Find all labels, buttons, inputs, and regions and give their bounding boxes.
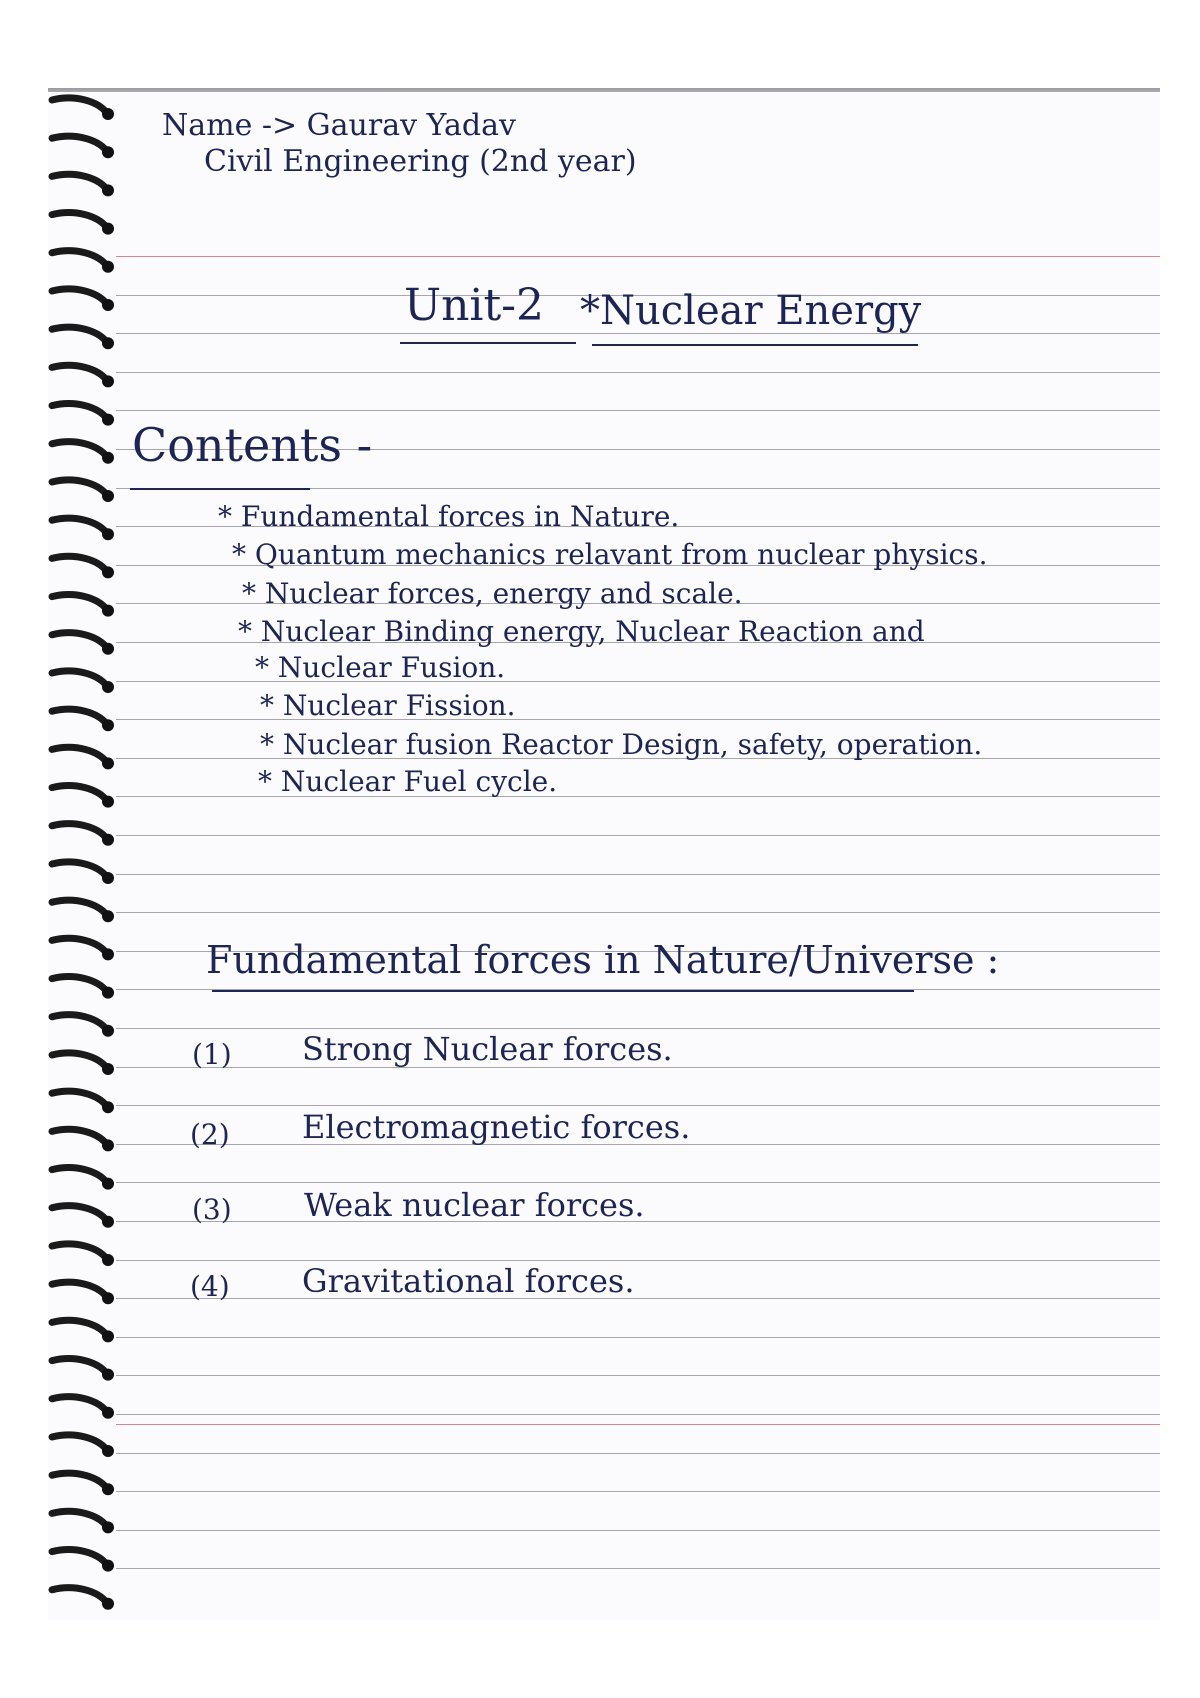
punch-hole — [102, 1598, 114, 1610]
spiral-coil — [52, 174, 106, 188]
spiral-coil — [52, 1053, 106, 1067]
ruled-line — [116, 256, 1160, 257]
punch-hole — [102, 1254, 114, 1266]
topic-title-underline — [592, 344, 918, 346]
force-item: Gravitational forces. — [302, 1262, 635, 1300]
contents-item: * Nuclear Fusion. — [255, 651, 506, 684]
spiral-coil — [52, 289, 106, 303]
punch-hole — [102, 1483, 114, 1495]
unit-title: Unit-2 — [404, 280, 545, 331]
ruled-line — [116, 372, 1160, 373]
force-number: (1) — [192, 1038, 232, 1071]
punch-hole — [102, 1178, 114, 1190]
contents-item: * Nuclear fusion Reactor Design, safety, operation. — [260, 728, 983, 761]
ruled-line — [116, 1568, 1160, 1569]
ruled-line — [116, 1260, 1160, 1261]
ruled-line — [116, 1375, 1160, 1376]
punch-hole — [102, 337, 114, 349]
punch-hole — [102, 1063, 114, 1075]
spiral-coil — [52, 213, 106, 227]
spiral-coil — [52, 709, 106, 723]
punch-hole — [102, 146, 114, 158]
force-item: Electromagnetic forces. — [302, 1108, 691, 1146]
force-item: Strong Nuclear forces. — [302, 1030, 673, 1068]
spiral-coil — [52, 327, 106, 341]
spiral-coil — [52, 900, 106, 914]
contents-item: * Nuclear Binding energy, Nuclear Reaction and — [238, 615, 925, 648]
spiral-coil — [52, 595, 106, 609]
spiral-coil — [52, 1550, 106, 1564]
spiral-coil — [52, 136, 106, 150]
spiral-coil — [52, 1320, 106, 1334]
spiral-coil — [52, 862, 106, 876]
spiral-coil — [52, 1359, 106, 1373]
ruled-line — [116, 1105, 1160, 1106]
punch-hole — [102, 643, 114, 655]
spiral-coil — [52, 1206, 106, 1220]
spiral-coil — [52, 1397, 106, 1411]
punch-hole — [102, 987, 114, 999]
punch-hole — [102, 566, 114, 578]
spiral-coil — [52, 480, 106, 494]
ruled-line — [116, 1530, 1160, 1531]
ruled-line — [116, 835, 1160, 836]
punch-hole — [102, 1292, 114, 1304]
spiral-binding — [46, 92, 126, 1620]
punch-hole — [102, 528, 114, 540]
contents-item: * Nuclear Fuel cycle. — [258, 765, 558, 798]
ruled-line — [116, 1491, 1160, 1492]
punch-hole — [102, 834, 114, 846]
punch-hole — [102, 1369, 114, 1381]
course-line: Civil Engineering (2nd year) — [204, 144, 637, 179]
punch-hole — [102, 910, 114, 922]
spiral-coil — [52, 786, 106, 800]
spiral-coil — [52, 1129, 106, 1143]
spiral-coil — [52, 365, 106, 379]
spiral-coil — [52, 1244, 106, 1258]
ruled-line — [116, 1453, 1160, 1454]
punch-hole — [102, 948, 114, 960]
spiral-coil — [52, 1091, 106, 1105]
contents-heading-underline — [130, 488, 310, 490]
punch-hole — [102, 1216, 114, 1228]
contents-item: * Fundamental forces in Nature. — [218, 500, 680, 533]
punch-hole — [102, 1445, 114, 1457]
punch-hole — [102, 299, 114, 311]
ruled-line-bottom-margin — [116, 1424, 1160, 1425]
spiral-coil — [52, 1435, 106, 1449]
spiral-coil — [52, 404, 106, 418]
ruled-line — [116, 1414, 1160, 1415]
ruled-line — [116, 1182, 1160, 1183]
punch-hole — [102, 452, 114, 464]
topic-title: *Nuclear Energy — [580, 288, 922, 334]
punch-hole — [102, 1560, 114, 1572]
punch-hole — [102, 681, 114, 693]
force-number: (4) — [190, 1270, 230, 1303]
punch-hole — [102, 490, 114, 502]
spiral-coil — [52, 518, 106, 532]
forces-heading-underline — [212, 990, 914, 992]
spiral-coil — [52, 251, 106, 265]
spiral-coil — [52, 1168, 106, 1182]
force-item: Weak nuclear forces. — [304, 1186, 645, 1224]
ruled-line — [116, 874, 1160, 875]
punch-hole — [102, 414, 114, 426]
force-number: (2) — [190, 1118, 230, 1151]
punch-hole — [102, 1521, 114, 1533]
contents-item: * Quantum mechanics relavant from nuclear physics. — [232, 538, 988, 571]
punch-hole — [102, 375, 114, 387]
forces-heading: Fundamental forces in Nature/Universe : — [206, 938, 1000, 982]
contents-item: * Nuclear forces, energy and scale. — [242, 577, 743, 610]
spiral-coil — [52, 442, 106, 456]
ruled-line — [116, 410, 1160, 411]
spiral-coil — [52, 977, 106, 991]
contents-item: * Nuclear Fission. — [260, 689, 516, 722]
spiral-coil — [52, 1511, 106, 1525]
spiral-coil — [52, 938, 106, 952]
spiral-coil — [52, 1588, 106, 1602]
spiral-coil — [52, 671, 106, 685]
punch-hole — [102, 1139, 114, 1151]
punch-hole — [102, 1407, 114, 1419]
punch-hole — [102, 1330, 114, 1342]
contents-heading: Contents - — [132, 418, 373, 472]
spiral-coil — [52, 98, 106, 112]
spiral-coil — [52, 633, 106, 647]
punch-hole — [102, 757, 114, 769]
spiral-coil — [52, 1282, 106, 1296]
punch-hole — [102, 605, 114, 617]
ruled-line — [116, 1298, 1160, 1299]
ruled-line — [116, 1028, 1160, 1029]
ruled-line — [116, 912, 1160, 913]
spiral-coil — [52, 1473, 106, 1487]
spiral-coil — [52, 1015, 106, 1029]
punch-hole — [102, 223, 114, 235]
unit-title-underline — [400, 342, 576, 344]
punch-hole — [102, 184, 114, 196]
name-line: Name -> Gaurav Yadav — [162, 108, 516, 143]
punch-hole — [102, 261, 114, 273]
ruled-line — [116, 1337, 1160, 1338]
punch-hole — [102, 108, 114, 120]
punch-hole — [102, 872, 114, 884]
punch-hole — [102, 1025, 114, 1037]
punch-hole — [102, 796, 114, 808]
spiral-coil — [52, 747, 106, 761]
punch-hole — [102, 1101, 114, 1113]
punch-hole — [102, 719, 114, 731]
force-number: (3) — [192, 1193, 232, 1226]
spiral-coil — [52, 824, 106, 838]
spiral-coil — [52, 556, 106, 570]
